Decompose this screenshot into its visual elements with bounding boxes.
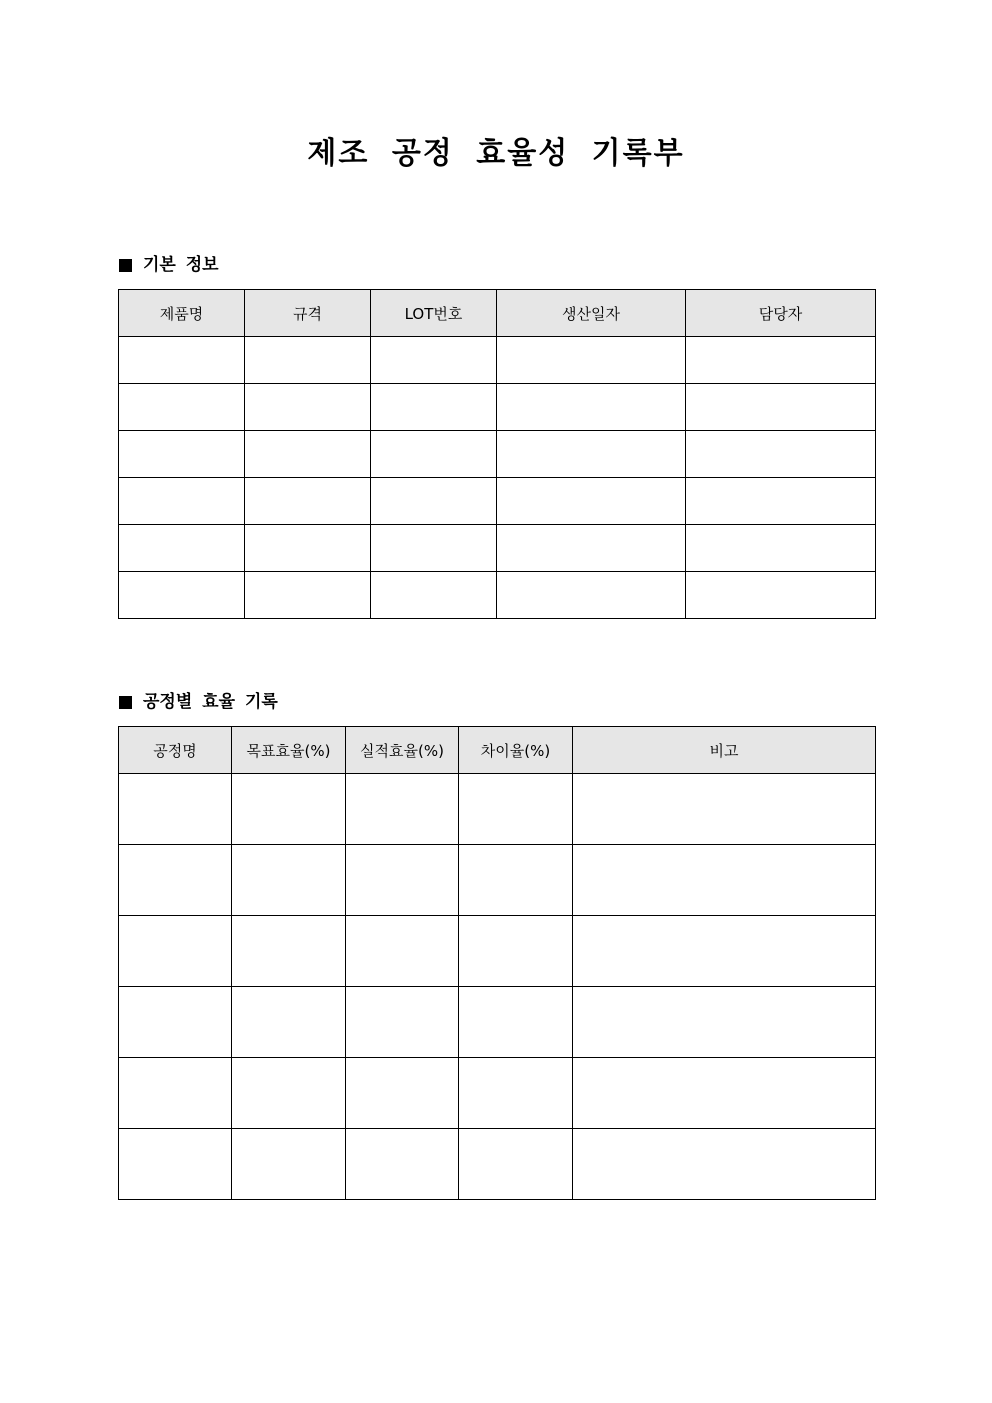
table-header-row: [119, 727, 876, 774]
table-cell[interactable]: [119, 845, 232, 916]
table-cell[interactable]: [686, 384, 876, 431]
column-header-process-name: 공정명: [119, 727, 232, 774]
table-cell[interactable]: [232, 1129, 346, 1200]
column-header-production-date: 생산일자: [497, 290, 686, 337]
table-cell[interactable]: [459, 774, 573, 845]
table-cell[interactable]: [686, 431, 876, 478]
table-cell[interactable]: [371, 337, 497, 384]
table-cell[interactable]: [497, 337, 686, 384]
column-header-spec: 규격: [245, 290, 371, 337]
table-cell[interactable]: [573, 1129, 876, 1200]
table-row: [119, 774, 876, 845]
table-cell[interactable]: [459, 916, 573, 987]
table-cell[interactable]: [497, 478, 686, 525]
table-cell[interactable]: [371, 431, 497, 478]
table-row: [119, 431, 876, 478]
table-cell[interactable]: [573, 845, 876, 916]
column-header-target-efficiency: 목표효율(%): [232, 727, 346, 774]
table-cell[interactable]: [232, 1058, 346, 1129]
table-cell[interactable]: [119, 774, 232, 845]
table-cell[interactable]: [119, 916, 232, 987]
table-cell[interactable]: [573, 774, 876, 845]
square-bullet-icon: [119, 259, 132, 272]
table-cell[interactable]: [232, 845, 346, 916]
table-cell[interactable]: [573, 987, 876, 1058]
table-row: [119, 384, 876, 431]
table-cell[interactable]: [119, 478, 245, 525]
table-cell[interactable]: [119, 987, 232, 1058]
table-cell[interactable]: [245, 337, 371, 384]
column-header-lot-number: LOT번호: [371, 290, 497, 337]
table-cell[interactable]: [497, 525, 686, 572]
table-cell[interactable]: [346, 1129, 459, 1200]
table-cell[interactable]: [119, 384, 245, 431]
table-cell[interactable]: [459, 1058, 573, 1129]
table-cell[interactable]: [497, 572, 686, 619]
table-cell[interactable]: [119, 1058, 232, 1129]
table-cell[interactable]: [686, 525, 876, 572]
table-row: [119, 572, 876, 619]
process-efficiency-table: [118, 726, 876, 1200]
table-cell[interactable]: [371, 572, 497, 619]
table-cell[interactable]: [245, 431, 371, 478]
table-row: [119, 525, 876, 572]
square-bullet-icon: [119, 696, 132, 709]
table-cell[interactable]: [371, 384, 497, 431]
table-cell[interactable]: [245, 572, 371, 619]
table-cell[interactable]: [346, 916, 459, 987]
table-cell[interactable]: [119, 431, 245, 478]
table-cell[interactable]: [245, 478, 371, 525]
table-row: [119, 987, 876, 1058]
table-cell[interactable]: [459, 1129, 573, 1200]
table-cell[interactable]: [119, 337, 245, 384]
table-cell[interactable]: [686, 478, 876, 525]
table-row: [119, 845, 876, 916]
section-heading-basic-info: [119, 253, 219, 277]
table-cell[interactable]: [573, 916, 876, 987]
table-cell[interactable]: [459, 845, 573, 916]
column-header-remarks: 비고: [573, 727, 876, 774]
table-header-row: [119, 290, 876, 337]
section-heading-label: 기본 정보: [143, 255, 219, 275]
table-cell[interactable]: [371, 478, 497, 525]
table-cell[interactable]: [686, 337, 876, 384]
table-cell[interactable]: [245, 384, 371, 431]
column-header-product-name: 제품명: [119, 290, 245, 337]
table-row: [119, 1129, 876, 1200]
table-cell[interactable]: [686, 572, 876, 619]
column-header-variance-rate: 차이율(%): [459, 727, 573, 774]
table-cell[interactable]: [232, 987, 346, 1058]
document-title: 제조 공정 효율성 기록부: [307, 136, 685, 171]
table-row: [119, 337, 876, 384]
table-cell[interactable]: [346, 1058, 459, 1129]
column-header-actual-efficiency: 실적효율(%): [346, 727, 459, 774]
table-row: [119, 916, 876, 987]
section-heading-process-efficiency: [119, 690, 278, 714]
table-row: [119, 1058, 876, 1129]
table-cell[interactable]: [459, 987, 573, 1058]
table-cell[interactable]: [346, 987, 459, 1058]
basic-info-table: [118, 289, 876, 619]
table-cell[interactable]: [245, 525, 371, 572]
table-cell[interactable]: [497, 431, 686, 478]
section-heading-label: 공정별 효율 기록: [143, 692, 278, 712]
table-cell[interactable]: [232, 916, 346, 987]
table-cell[interactable]: [346, 774, 459, 845]
table-cell[interactable]: [119, 525, 245, 572]
column-header-person-in-charge: 담당자: [686, 290, 876, 337]
table-row: [119, 478, 876, 525]
table-cell[interactable]: [119, 572, 245, 619]
table-cell[interactable]: [232, 774, 346, 845]
table-cell[interactable]: [573, 1058, 876, 1129]
table-cell[interactable]: [371, 525, 497, 572]
table-cell[interactable]: [346, 845, 459, 916]
table-cell[interactable]: [119, 1129, 232, 1200]
table-cell[interactable]: [497, 384, 686, 431]
